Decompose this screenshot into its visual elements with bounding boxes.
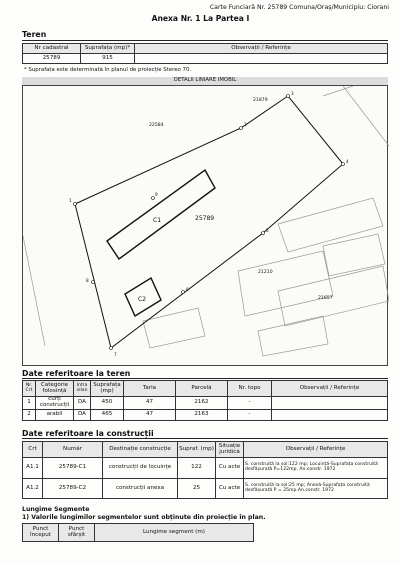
building-c2-label: C2 <box>138 296 147 303</box>
cell: DA <box>74 397 91 410</box>
section-constr-ref-title: Date referitoare la construcții <box>22 429 154 438</box>
cell <box>272 397 388 410</box>
cell: 2162 <box>176 397 228 410</box>
col-tarla: Tarla <box>124 381 176 397</box>
vertex-label: 2 <box>244 122 247 127</box>
section-teren-ref-title: Date referitoare la teren <box>22 369 131 378</box>
vertex-label: 8 <box>86 278 89 283</box>
col-observatii: Observații / Referințe <box>272 381 388 397</box>
vertex-label: 3 <box>291 91 294 96</box>
cell-suprafata: 915 <box>81 54 135 64</box>
col-nr-cadastral: Nr cadastral <box>23 44 81 54</box>
cell: 25 <box>178 479 216 499</box>
carte-funciara-header: Carte Funciară Nr. 25789 Comuna/Oraș/Municipiu: Ciorani <box>209 4 389 11</box>
neighbor-parcel-label: 22584 <box>149 123 164 128</box>
col-suprafata: Supraf. (mp) <box>178 442 216 458</box>
col-nr-topo: Nr. topo <box>228 381 272 397</box>
divider <box>22 40 388 41</box>
building-c1-label: C1 <box>153 217 162 224</box>
vertex-markers <box>74 95 345 350</box>
suprafata-note: * Suprafața este determinată în planul de proiecție Stereo 70. <box>24 67 192 73</box>
divider <box>22 438 388 439</box>
cell: 450 <box>91 397 124 410</box>
cell: DA <box>74 410 91 421</box>
lungime-subtitle: 1) Valorile lungimilor segmentelor sunt obținute din proiecție în plan. <box>22 514 266 521</box>
cell: A1.1 <box>23 458 43 479</box>
col-numar: Număr <box>43 442 103 458</box>
cell: 47 <box>124 397 176 410</box>
cell: construcții anexa <box>103 479 178 499</box>
cell: Cu acte <box>216 458 244 479</box>
col-destinatie: Destinație construcție <box>103 442 178 458</box>
col-crt: Crt <box>23 442 43 458</box>
cell: 47 <box>124 410 176 421</box>
cell: 25789-C2 <box>43 479 103 499</box>
cell <box>272 410 388 421</box>
col-observatii: Observații / Referințe <box>135 44 388 54</box>
teren-ref-table <box>22 380 388 421</box>
map-svg <box>23 86 389 367</box>
col-lungime-segment: Lungime segment (m) <box>95 524 254 542</box>
cell: 465 <box>91 410 124 421</box>
cell: Cu acte <box>216 479 244 499</box>
table-row <box>23 479 388 499</box>
col-observatii: Observații / Referințe <box>244 442 388 458</box>
constr-ref-table <box>22 441 388 499</box>
cell: 1 <box>23 397 36 410</box>
cell: - <box>228 397 272 410</box>
col-suprafata: Suprafața (mp) <box>91 381 124 397</box>
parcel-boundary <box>75 96 343 348</box>
lungime-title: Lungime Segmente <box>22 506 90 513</box>
table-row <box>23 458 388 479</box>
table-row <box>23 410 388 421</box>
cell: - <box>228 410 272 421</box>
vertex-label: 4 <box>346 159 349 164</box>
neighbor-parcel-label: 21657 <box>318 296 333 301</box>
col-nr-crt: Nr. Crt <box>23 381 36 397</box>
cell-observatii <box>135 54 388 64</box>
vertex-label: 6 <box>186 287 189 292</box>
neighbor-parcel-label: 21210 <box>258 270 273 275</box>
vertex-label: 1 <box>69 198 72 203</box>
col-parcela: Parcelă <box>176 381 228 397</box>
col-intravilan: Intra vilan <box>74 381 91 397</box>
col-punct-sfarsit: Punct sfârșit <box>59 524 95 542</box>
vertex-label: 5 <box>266 228 269 233</box>
parcel-number-label: 25789 <box>195 215 215 222</box>
teren-table <box>22 43 388 64</box>
table-row <box>23 397 388 410</box>
anexa-title: Anexa Nr. 1 La Partea I <box>151 14 250 23</box>
cell: 2 <box>23 410 36 421</box>
cell: arabil <box>36 410 74 421</box>
vertex-label: 7 <box>114 352 117 357</box>
col-situatie: Situație juridică <box>216 442 244 458</box>
neighbor-parcel-label: 21879 <box>253 98 268 103</box>
cell: 25789-C1 <box>43 458 103 479</box>
cell-nr-cadastral: 25789 <box>23 54 81 64</box>
cell: 122 <box>178 458 216 479</box>
cell: A1.2 <box>23 479 43 499</box>
cell: S. construită la sol:25 mp; Anexă-Suprafața construită desfășurată P = 25mp.An.constr. 1972 <box>244 479 388 499</box>
map-title: DETALII LINIARE IMOBIL <box>22 77 388 85</box>
cell: S. construită la sol:122 mp; Locuință-Suprafața construită desfășurată P=122mp. An.constr. 1972 <box>244 458 388 479</box>
col-punct-inceput: Punct început <box>23 524 59 542</box>
cell: curți construcții <box>36 397 74 410</box>
vertex-label: 9 <box>155 192 158 197</box>
lungime-table <box>22 523 254 542</box>
col-categorie: Categorie folosință <box>36 381 74 397</box>
section-teren-title: Teren <box>22 30 47 39</box>
cell: 2163 <box>176 410 228 421</box>
cadastral-map <box>22 85 388 366</box>
divider <box>22 378 388 379</box>
cell: construcții de locuințe <box>103 458 178 479</box>
col-suprafata: Suprafața (mp)* <box>81 44 135 54</box>
